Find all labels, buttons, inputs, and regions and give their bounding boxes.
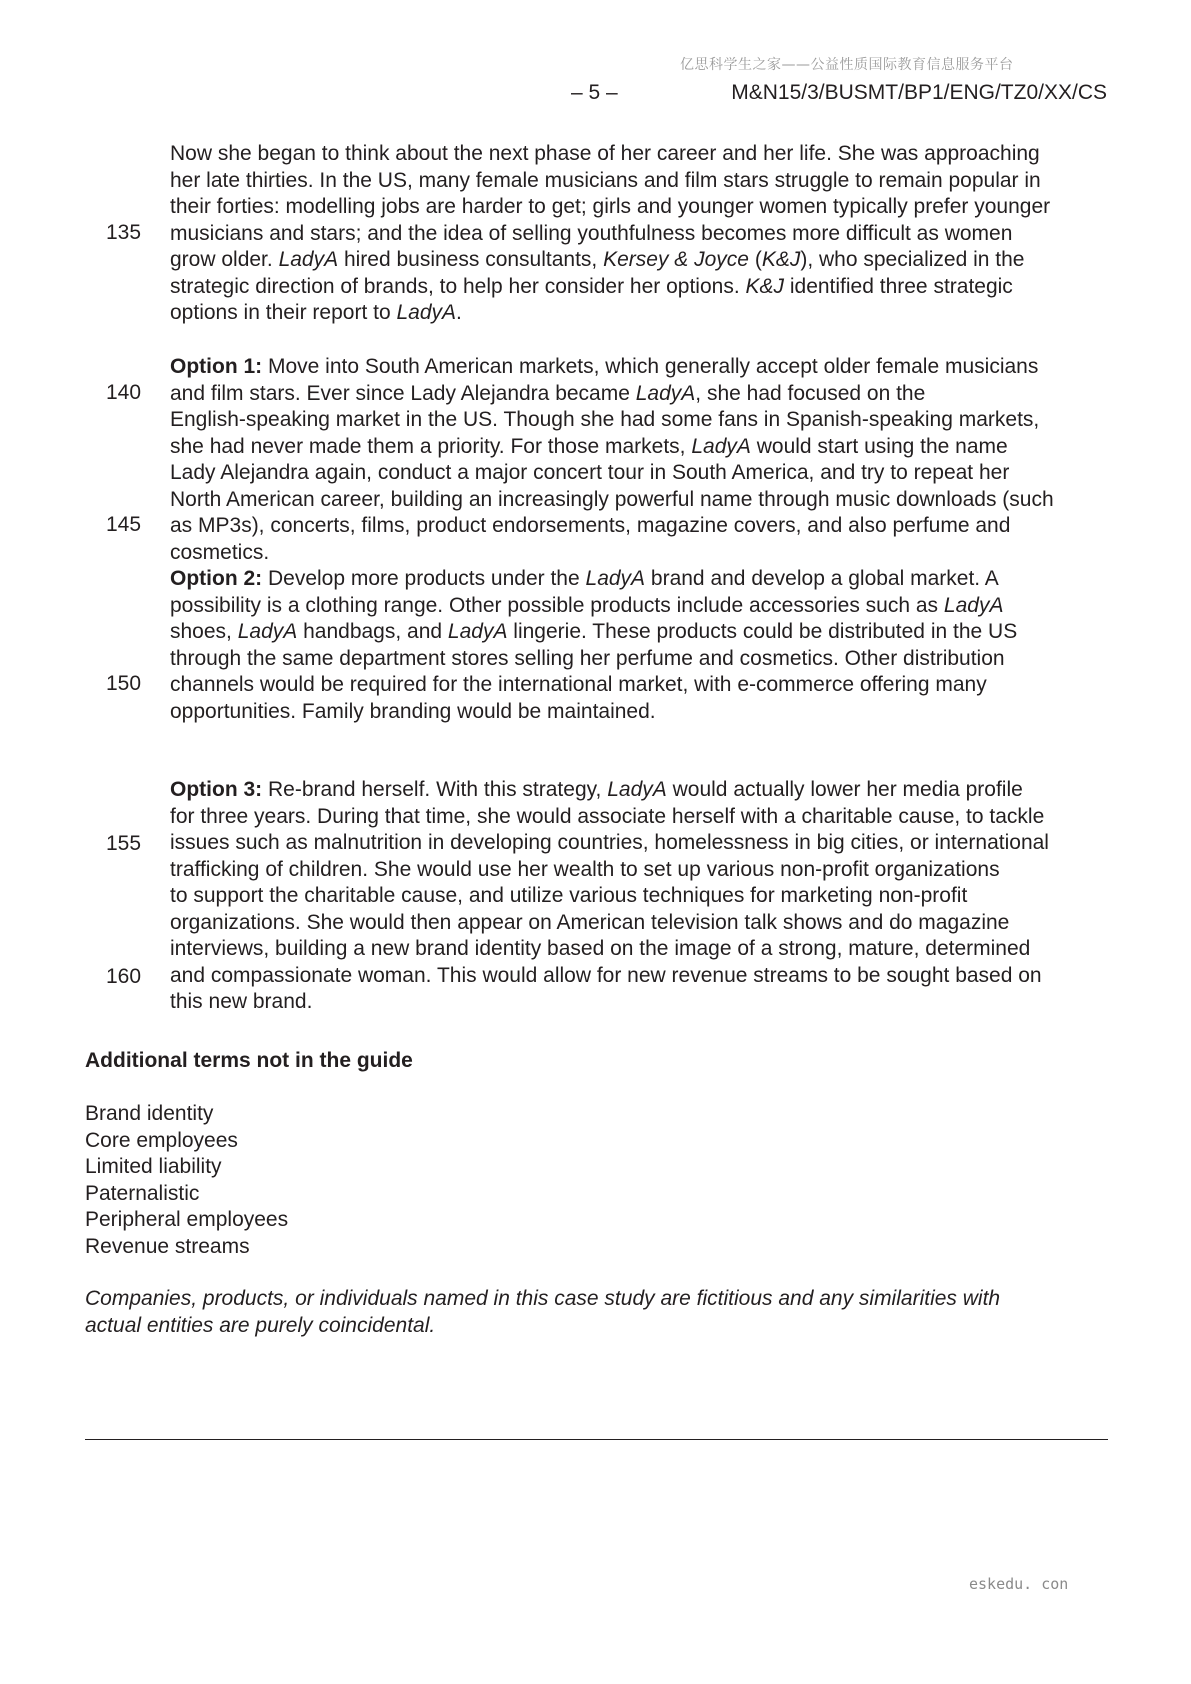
text-line: this new brand. bbox=[170, 990, 313, 1013]
page-number: – 5 – bbox=[571, 81, 618, 104]
watermark-top: 亿思科学生之家——公益性质国际教育信息服务平台 bbox=[680, 57, 1014, 73]
option-1-paragraph bbox=[170, 354, 1110, 566]
terms-heading: Additional terms not in the guide bbox=[85, 1049, 413, 1072]
text-line: to support the charitable cause, and utilize various techniques for marketing non-profit bbox=[170, 884, 968, 907]
option-3-paragraph bbox=[170, 777, 1110, 1016]
text-line: North American career, building an increasingly powerful name through music downloads (such bbox=[170, 487, 1054, 511]
option-2-paragraph bbox=[170, 566, 1110, 725]
text-line: organizations. She would then appear on American television talk shows and do magazine bbox=[170, 910, 1010, 934]
option-2-label: Option 2: bbox=[170, 567, 263, 590]
line-number-135: 135 bbox=[106, 221, 142, 244]
text-line: Option 2: Develop more products under the LadyA brand and develop a global market. A bbox=[170, 567, 999, 590]
paragraph-intro bbox=[170, 141, 1110, 327]
text-line: and compassionate woman. This would allow for new revenue streams to be sought based on bbox=[170, 963, 1042, 987]
terms-item: Brand identity bbox=[85, 1102, 214, 1125]
line-number-150: 150 bbox=[106, 672, 142, 695]
document-code: M&N15/3/BUSMT/BP1/ENG/TZ0/XX/CS bbox=[731, 81, 1107, 104]
text-line: trafficking of children. She would use her wealth to set up various non-profit organizations bbox=[170, 857, 1000, 881]
text-line: musicians and stars; and the idea of selling youthfulness becomes more difficult as women bbox=[170, 221, 1013, 245]
terms-item: Revenue streams bbox=[85, 1234, 250, 1258]
text-line: cosmetics. bbox=[170, 540, 270, 564]
terms-list bbox=[85, 1101, 1115, 1260]
disclaimer bbox=[85, 1286, 1115, 1339]
text-line: Lady Alejandra again, conduct a major concert tour in South America, and try to repeat her bbox=[170, 461, 1010, 484]
line-number-145: 145 bbox=[106, 513, 142, 536]
text-line: options in their report to LadyA. bbox=[170, 301, 462, 324]
text-line: strategic direction of brands, to help her consider her options. K&J identified three strategic bbox=[170, 274, 1013, 298]
text-line: shoes, LadyA handbags, and LadyA lingerie. These products could be distributed in the US bbox=[170, 620, 1018, 643]
text-line: for three years. During that time, she would associate herself with a charitable cause, to tackle bbox=[170, 804, 1045, 828]
terms-section bbox=[85, 1048, 1115, 1075]
text-line: she had never made them a priority. For those markets, LadyA would start using the name bbox=[170, 434, 1008, 458]
text-line: interviews, building a new brand identity based on the image of a strong, mature, determined bbox=[170, 937, 1031, 960]
line-number-160: 160 bbox=[106, 965, 142, 988]
option-3-label: Option 3: bbox=[170, 778, 263, 801]
text-line: English-speaking market in the US. Though she had some fans in Spanish-speaking markets, bbox=[170, 408, 1040, 431]
text-line: possibility is a clothing range. Other possible products include accessories such as LadyA bbox=[170, 593, 1004, 617]
text-line: channels would be required for the international market, with e-commerce offering many bbox=[170, 673, 987, 696]
text-line: her late thirties. In the US, many female musicians and film stars struggle to remain popular in bbox=[170, 168, 1041, 192]
text-line: as MP3s), concerts, films, product endorsements, magazine covers, and also perfume and bbox=[170, 514, 1011, 537]
terms-item: Peripheral employees bbox=[85, 1208, 289, 1231]
terms-item: Limited liability bbox=[85, 1155, 222, 1178]
disclaimer-line: actual entities are purely coincidental. bbox=[85, 1313, 436, 1337]
text-line: Option 1: Move into South American markets, which generally accept older female musicians bbox=[170, 355, 1039, 378]
text-line: their forties: modelling jobs are harder to get; girls and younger women typically prefer younger bbox=[170, 195, 1051, 218]
line-number-140: 140 bbox=[106, 381, 142, 404]
text-line: Now she began to think about the next phase of her career and her life. She was approaching bbox=[170, 142, 1040, 165]
text-line: Option 3: Re-brand herself. With this strategy, LadyA would actually lower her media profile bbox=[170, 778, 1023, 801]
disclaimer-line: Companies, products, or individuals named in this case study are fictitious and any similarities with bbox=[85, 1287, 1001, 1310]
option-1-label: Option 1: bbox=[170, 355, 263, 378]
text-line: and film stars. Ever since Lady Alejandra became LadyA, she had focused on the bbox=[170, 381, 926, 405]
watermark-bottom: eskedu. con bbox=[969, 1575, 1069, 1593]
text-line: issues such as malnutrition in developing countries, homelessness in big cities, or international bbox=[170, 831, 1049, 854]
text-line: grow older. LadyA hired business consultants, Kersey & Joyce (K&J), who specialized in the bbox=[170, 248, 1025, 271]
footer-divider bbox=[85, 1439, 1108, 1440]
text-line: opportunities. Family branding would be maintained. bbox=[170, 699, 656, 723]
text-line: through the same department stores selling her perfume and cosmetics. Other distribution bbox=[170, 646, 1005, 670]
terms-item: Core employees bbox=[85, 1128, 238, 1152]
terms-item: Paternalistic bbox=[85, 1181, 200, 1205]
line-number-155: 155 bbox=[106, 832, 142, 855]
